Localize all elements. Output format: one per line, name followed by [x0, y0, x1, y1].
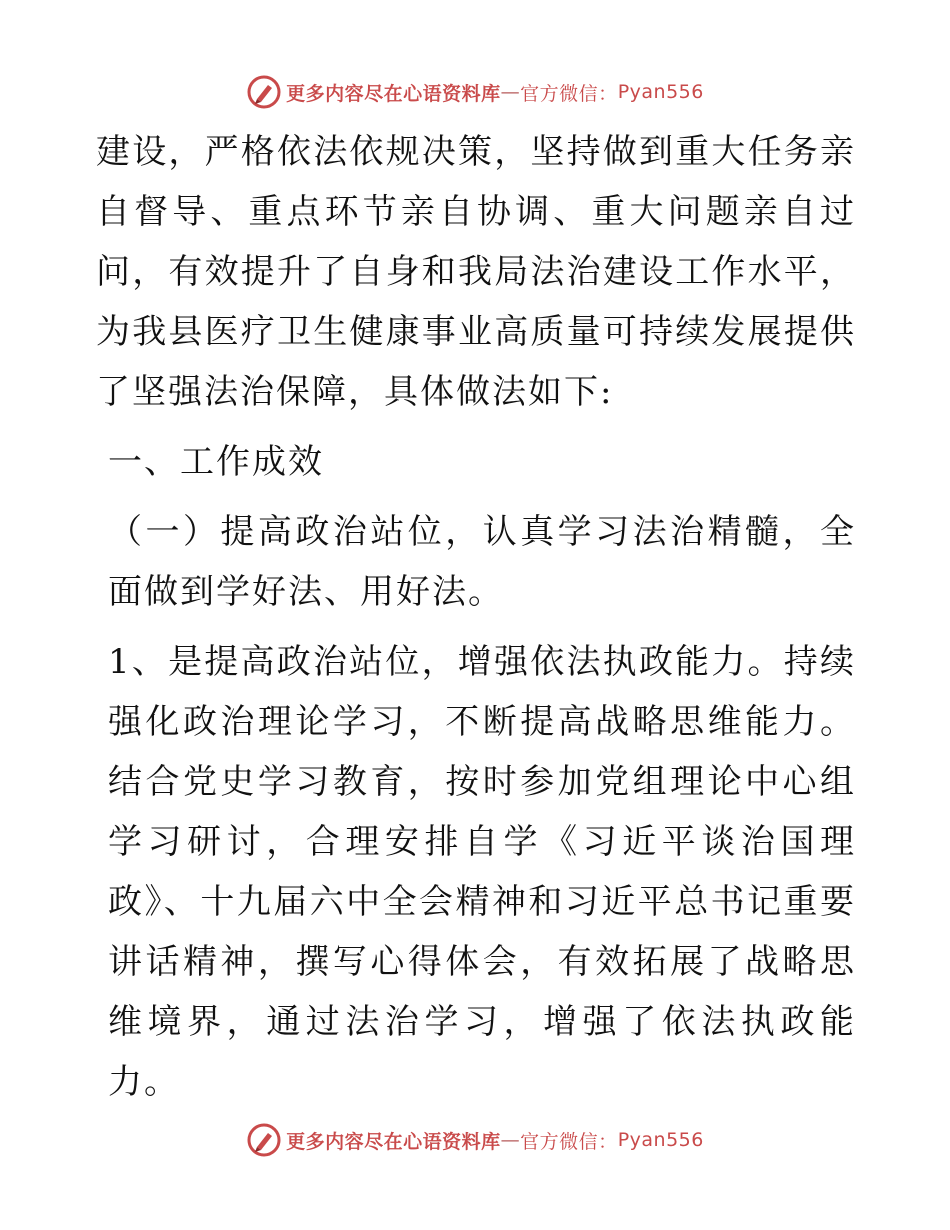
- watermark-wechat-label: 官方微信：: [520, 1130, 618, 1153]
- section-heading: 一、工作成效: [108, 442, 324, 482]
- watermark-wechat-id: Pyan556: [617, 1129, 704, 1151]
- subsection-heading: （一）提高政治站位，认真学习法治精髓，全面做到学好法、用好法。: [108, 512, 856, 612]
- watermark-wechat-label: 官方微信：: [520, 82, 618, 105]
- point-1-paragraph: 1、是提高政治站位，增强依法执政能力。持续强化政治理论学习，不断提高战略思维能力。结合党史学习教育，按时参加党组理论中心组学习研讨，合理安排自学《习近平谈治国理政》、十九届六中全会精神和习近平总书记重要讲话精神，撰写心得体会，有效拓展了战略思维境界，通过法治学习，增强了依法执政能力。: [108, 642, 856, 1102]
- watermark-brand-text: 更多内容尽在心语资料库: [286, 1130, 501, 1153]
- watermark-separator: —: [500, 1129, 521, 1151]
- intro-paragraph: 建设，严格依法依规决策，坚持做到重大任务亲自督导、重点环节亲自协调、重大问题亲自过问，有效提升了自身和我局法治建设工作水平，为我县医疗卫生健康事业高质量可持续发展提供了坚强法治保障，具体做法如下:: [96, 132, 856, 412]
- watermark-separator: —: [500, 81, 521, 103]
- footer-watermark: [0, 1120, 950, 1160]
- header-watermark: [0, 72, 950, 112]
- pen-logo-icon: [246, 1122, 282, 1158]
- watermark-brand-text: 更多内容尽在心语资料库: [286, 82, 501, 105]
- watermark-wechat-id: Pyan556: [617, 81, 704, 103]
- document-body: [96, 122, 856, 1112]
- pen-logo-icon: [246, 74, 282, 110]
